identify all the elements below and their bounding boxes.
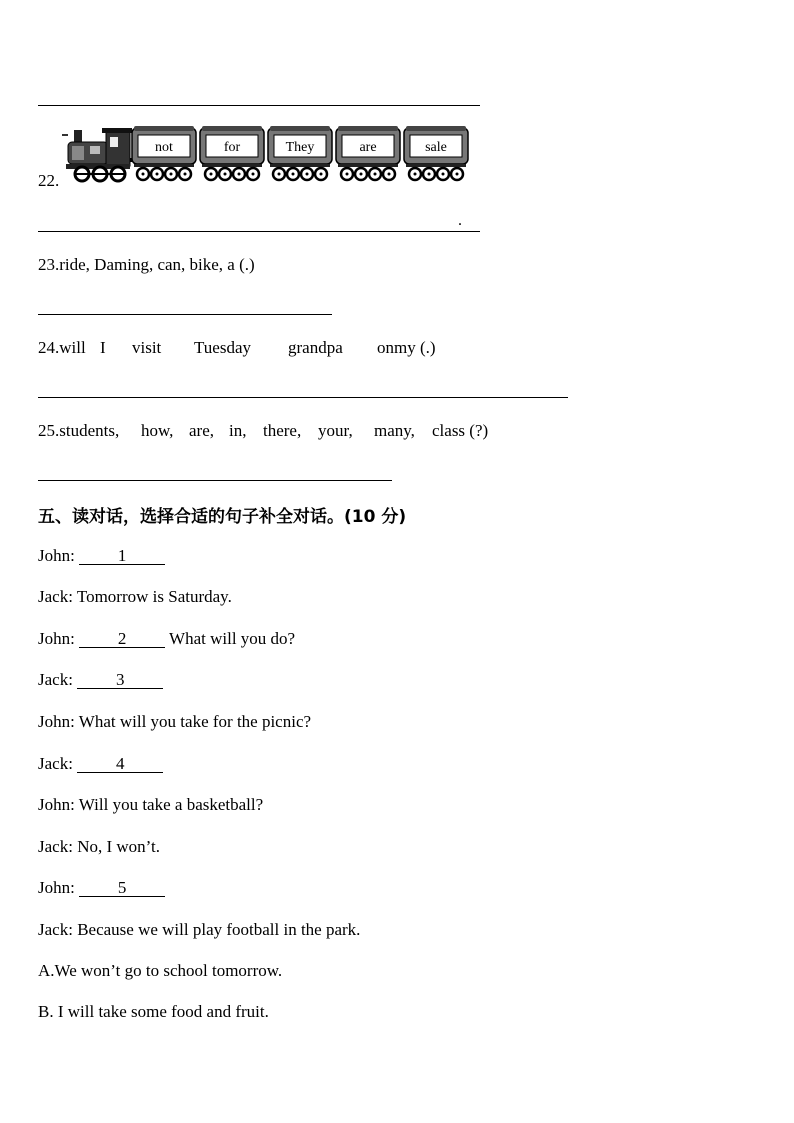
dialogue-speaker: John:	[38, 546, 75, 565]
dialogue-text: Tomorrow is Saturday.	[76, 587, 232, 606]
q25-word: many,	[374, 421, 415, 440]
dialogue-blank[interactable]: 5	[79, 879, 165, 897]
q25-word: are,	[189, 421, 215, 440]
train-car-5	[404, 126, 468, 180]
question-22-number: 22.	[38, 171, 60, 190]
dialogue-blank[interactable]: 1	[79, 547, 165, 565]
q24-word: onmy (.)	[377, 338, 436, 357]
train-car-1	[132, 126, 196, 180]
q25-word: class (?)	[432, 421, 489, 440]
answer-line-24[interactable]	[38, 397, 568, 398]
dialogue-line	[38, 712, 311, 732]
dialogue-line	[38, 670, 163, 690]
question-23: 23.ride, Daming, can, bike, a (.)	[38, 255, 255, 274]
dialogue-text: Because we will play football in the park.	[77, 920, 361, 939]
train-car-word: are	[359, 140, 377, 155]
dialogue-speaker: John:	[38, 795, 75, 814]
q25-word: 25.students,	[38, 421, 120, 440]
train-car-word: not	[155, 140, 173, 155]
train-illustration	[60, 124, 472, 186]
dialogue-speaker: John:	[38, 629, 75, 648]
dialogue-speaker: Jack:	[38, 587, 73, 606]
option-b: B. I will take some food and fruit.	[38, 1002, 269, 1021]
locomotive-icon	[62, 128, 134, 181]
dialogue-speaker: Jack:	[38, 920, 73, 939]
train-car-2	[200, 126, 264, 180]
q24-word: visit	[132, 338, 162, 357]
q25-word: your,	[318, 421, 353, 440]
train-car-word: sale	[425, 140, 447, 155]
dialogue-line	[38, 795, 263, 815]
dialogue-blank[interactable]: 4	[77, 755, 163, 773]
train-car-word: for	[223, 140, 241, 155]
dialogue-text: What will you do?	[169, 629, 296, 648]
q25-word: in,	[229, 421, 247, 440]
dialogue-speaker: Jack:	[38, 837, 73, 856]
q24-word: grandpa	[288, 338, 343, 357]
dialogue-blank[interactable]: 2	[79, 630, 165, 648]
answer-line-21[interactable]	[38, 105, 480, 106]
dialogue-line	[38, 587, 232, 607]
dialogue-line	[38, 878, 165, 898]
answer-line-23[interactable]	[38, 314, 332, 315]
answer-line-22-period: .	[458, 212, 462, 229]
dialogue-text: What will you take for the picnic?	[78, 712, 312, 731]
question-24	[38, 338, 436, 358]
train-car-word: They	[285, 140, 315, 155]
dialogue-speaker: John:	[38, 712, 75, 731]
q25-word: there,	[263, 421, 302, 440]
answer-line-22[interactable]	[38, 231, 480, 232]
dialogue-text: No, I won’t.	[77, 837, 160, 856]
question-25	[38, 421, 488, 441]
dialogue-speaker: John:	[38, 878, 75, 897]
train-car-4	[336, 126, 400, 180]
dialogue-text: Will you take a basketball?	[78, 795, 264, 814]
dialogue-line	[38, 837, 160, 857]
q25-word: how,	[141, 421, 174, 440]
dialogue-line	[38, 920, 360, 940]
q24-word: Tuesday	[194, 338, 251, 357]
q24-word: 24.will	[38, 338, 86, 357]
dialogue-line	[38, 629, 295, 649]
answer-line-25[interactable]	[38, 480, 392, 481]
dialogue-line	[38, 754, 163, 774]
option-a: A.We won’t go to school tomorrow.	[38, 961, 283, 980]
section-5-title: 五、读对话，选择合适的句子补全对话。(10 分)	[38, 507, 407, 527]
dialogue-speaker: Jack:	[38, 670, 73, 689]
q24-word: I	[100, 338, 106, 357]
dialogue-line	[38, 546, 165, 566]
train-car-3	[268, 126, 332, 180]
dialogue-blank[interactable]: 3	[77, 671, 163, 689]
dialogue-speaker: Jack:	[38, 754, 73, 773]
